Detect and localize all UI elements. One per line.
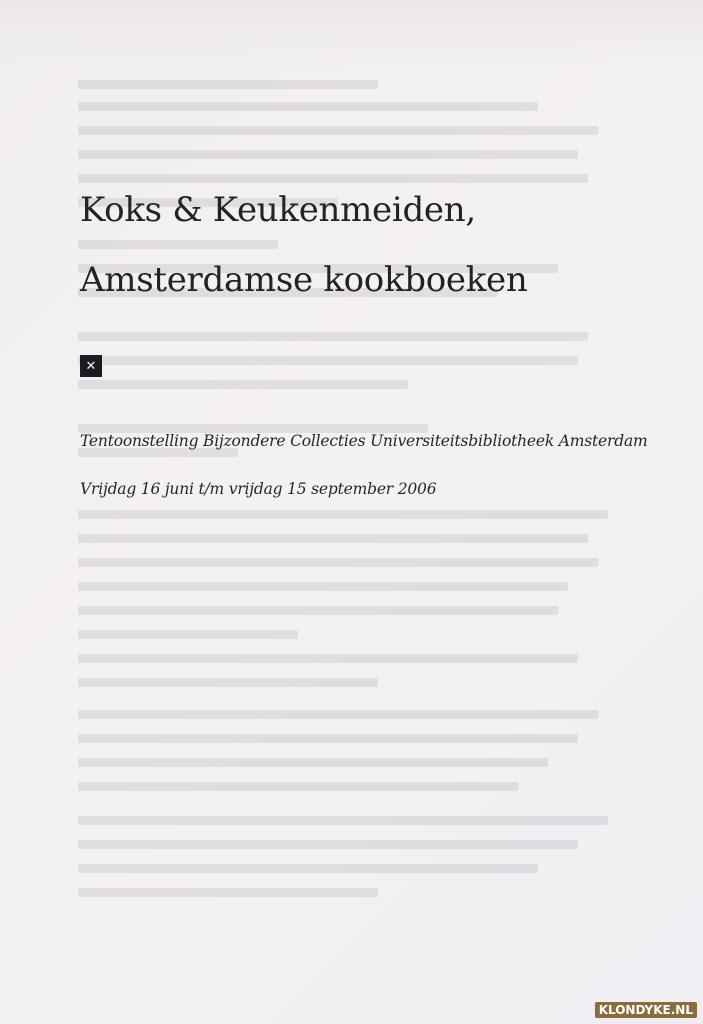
watermark-logo: KLONDYKE.NL	[595, 1002, 697, 1018]
university-crest-icon: ✕	[80, 355, 102, 377]
title-line-1: Koks & Keukenmeiden,	[80, 190, 476, 230]
title-line-2: Amsterdamse kookboeken	[80, 260, 528, 300]
exhibition-dates: Vrijdag 16 juni t/m vrijdag 15 september 2006	[80, 480, 437, 498]
page-edge-shadow	[0, 0, 703, 70]
exhibition-subtitle: Tentoonstelling Bijzondere Collecties Universiteitsbibliotheek Amsterdam	[80, 432, 648, 450]
